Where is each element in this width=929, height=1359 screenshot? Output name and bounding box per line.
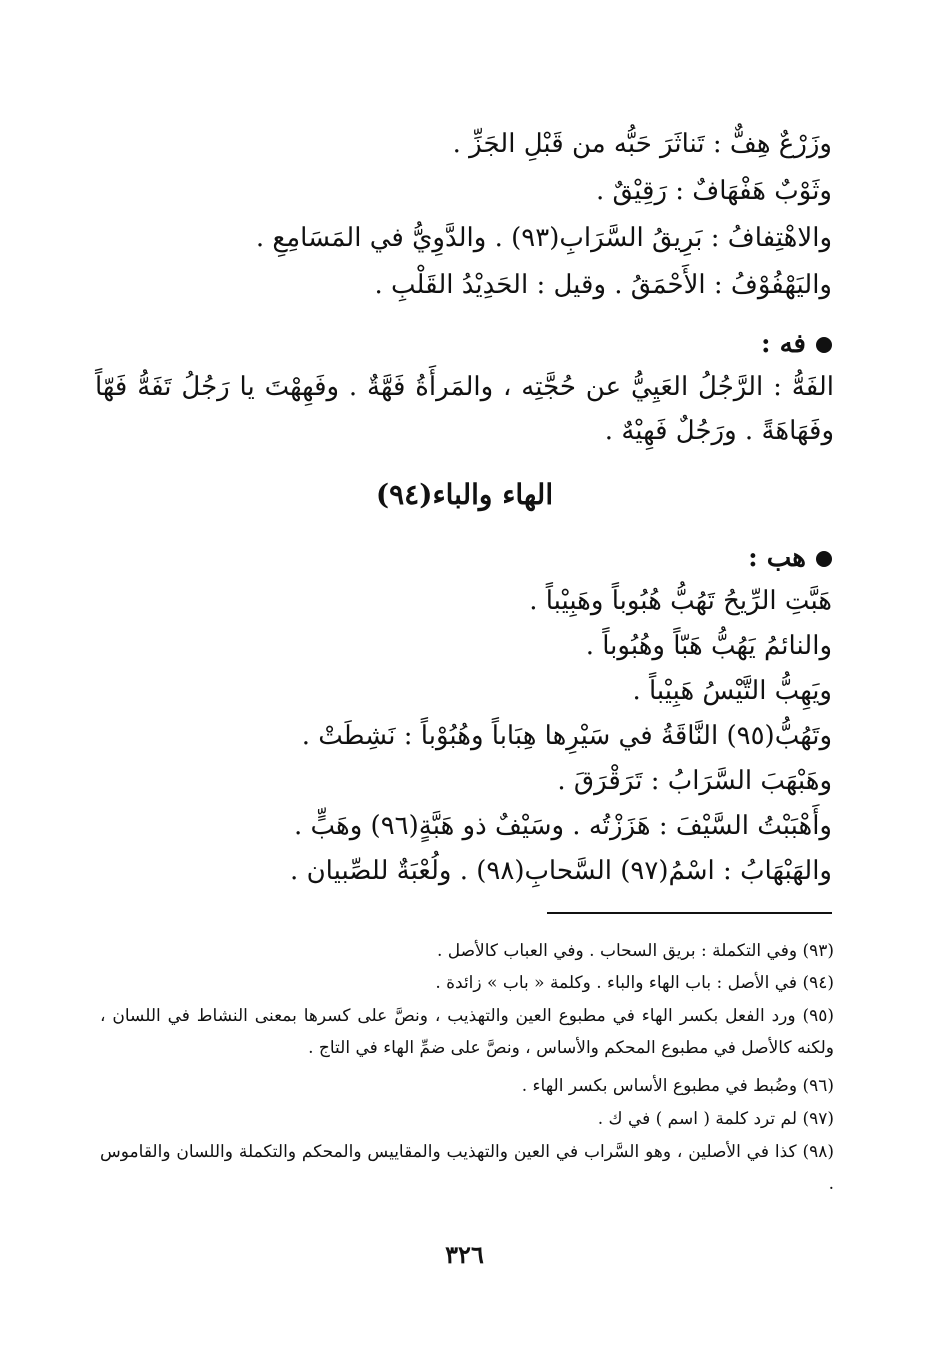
text-line: والاهْتِفافُ : بَرِيقُ السَّرَابِ(٩٣) . والدَّوِيُّ في المَسَامِعِ .	[255, 223, 832, 253]
footnote: (٩٣) وفي التكملة : بريق السحاب . وفي العباب كالأصل .	[436, 941, 834, 961]
entry-label: هب :	[748, 543, 806, 573]
text-line: والهَبْهَابُ : اسْمُ(٩٧) السَّحابِ(٩٨) . ولُعْبَةٌ للصِّبيان .	[290, 856, 832, 886]
text-line: والنائمُ يَهُبُّ هَبّاً وهُبُوباً .	[585, 631, 832, 661]
footnote: (٩٥) ورد الفعل بكسر الهاء في مطبوع العين والتهذيب ، ونصَّ على كسرها بمعنى النشاط في اللسان ، ولكنه كالأصل في مطبوع المحكم والأساس ، ونصَّ على ضمِّ الهاء في التاج .	[100, 1006, 834, 1058]
bullet-icon	[816, 337, 832, 353]
entry-paragraph: الفَهُّ : الرَّجُلُ العَيِيُّ عن حُجَّتِه ، والمَرأَةُ فَهَّةٌ . وفَهِهْتَ يا رَجُلُ تَفَهُّ فَهّاً وفَهَاهَةً . ورَجُلٌ فَهِيْهٌ .	[95, 372, 834, 446]
text-line: وثَوْبٌ هَفْهَافٌ : رَقِيْقٌ .	[595, 176, 832, 206]
section-heading: الهاء والباء(٩٤)	[375, 478, 554, 511]
text-line: هَبَّتِ الرِّيحُ تَهُبُّ هُبُوباً وهَبِيْباً .	[529, 586, 832, 616]
entry-label: فه :	[760, 329, 806, 359]
footnote-divider	[547, 912, 832, 914]
text-line: واليَهْفُوْفُ : الأَحْمَقُ . وقيل : الحَدِيْدُ القَلْبِ .	[374, 270, 832, 300]
page-number: ٣٢٦	[445, 1240, 484, 1269]
entry-heading-fah	[761, 328, 832, 361]
bullet-icon	[816, 551, 832, 567]
footnote: (٩٨) كذا في الأصلين ، وهو السَّراب في العين والتهذيب والمقاييس والمحكم والتكملة واللسان والقاموس .	[100, 1142, 834, 1194]
text-line: وزَرْعٌ هِفٌّ : تَناثَرَ حَبُّه من قَبْلِ الجَزِّ .	[452, 129, 832, 159]
text-line: وتَهُبُّ(٩٥) النَّاقَةُ في سَيْرِها هِبَاباً وهُبُوْباً : نَشِطَتْ .	[301, 721, 832, 751]
text-line: ويَهِبُّ التَّيْسُ هَبِيْباً .	[632, 676, 832, 706]
footnote: (٩٧) لم ترد كلمة ( اسم ) في ك .	[597, 1109, 834, 1129]
footnote: (٩٤) في الأصل : باب الهاء والباء . وكلمة « باب » زائدة .	[435, 973, 834, 993]
text-line: وهَبْهَبَ السَّرَابُ : تَرَقْرَقَ .	[557, 766, 832, 796]
entry-heading-hab	[748, 542, 832, 575]
text-line: وأَهْبَبْتُ السَّيْفَ : هَزَزْتُه . وسَيْفٌ ذو هَبَّةٍ(٩٦) وهَبٍّ .	[293, 811, 832, 841]
footnote: (٩٦) وضُبط في مطبوع الأساس بكسر الهاء .	[521, 1076, 834, 1096]
